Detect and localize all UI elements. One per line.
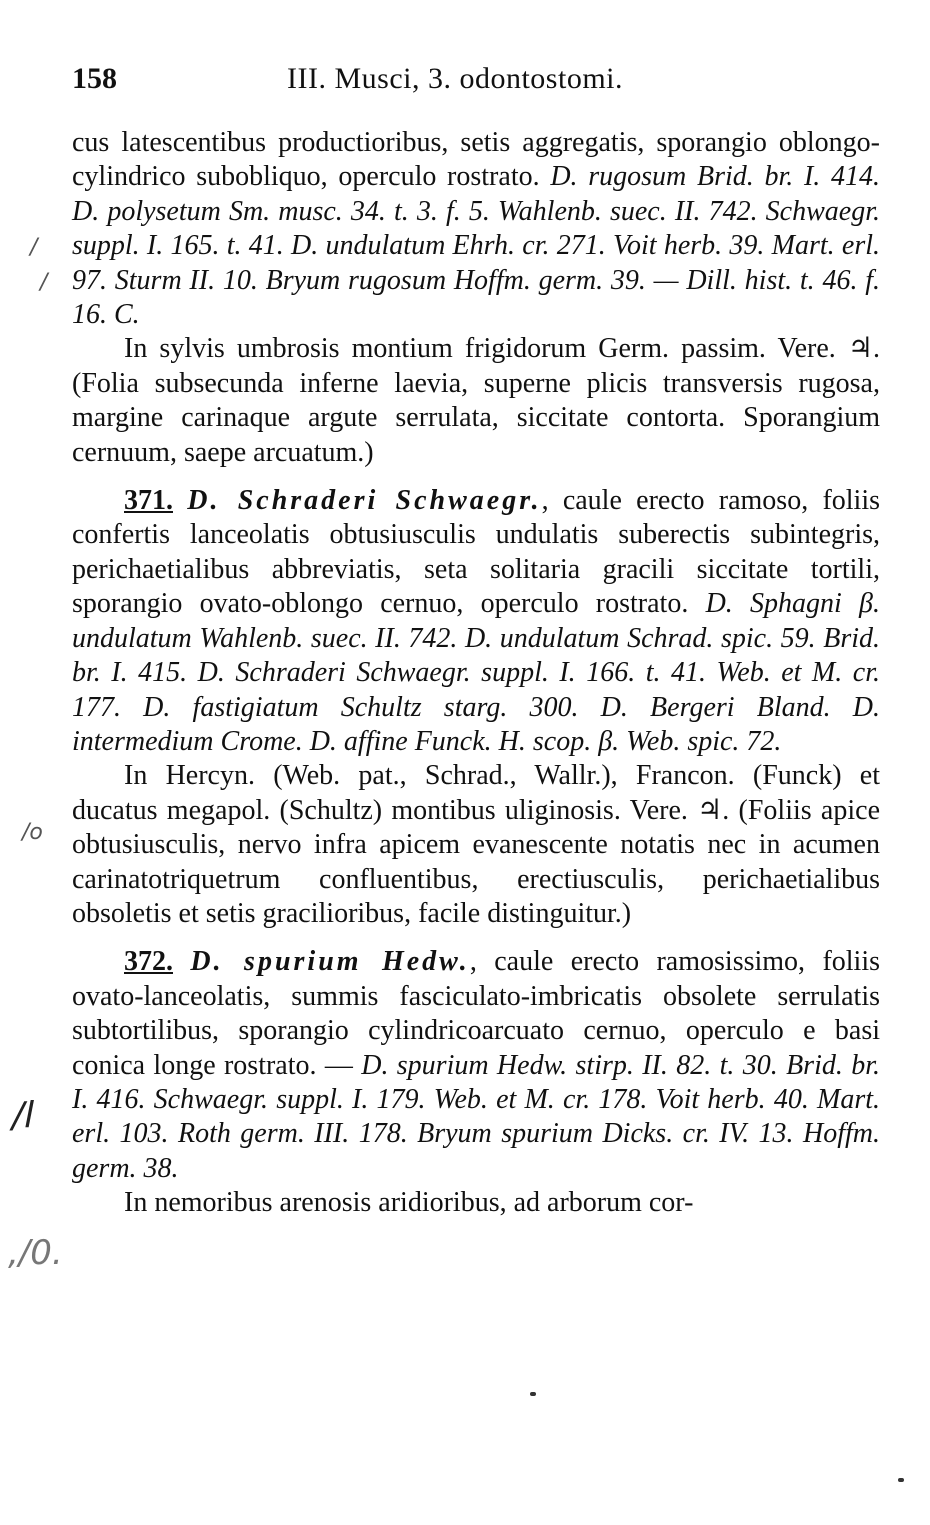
paragraph-habitat	[72, 1186, 880, 1220]
species-description: , caule erecto ramosissimo, foliis ovato-lanceolatis, summis fasciculato-imbricatis obsolete serrulatis subtortilibus, sporangio cylindricoarcuato cernuo, operculo e basi conica longe rostrato. —	[72, 946, 881, 1081]
body-text	[72, 126, 880, 1221]
description-text: cus latescentibus productioribus, setis aggregatis, sporangio oblongo-cylindrico subobliquo, operculo rostrato.	[72, 127, 880, 193]
running-head: III. Musci, 3. odontostomi.	[287, 62, 623, 95]
paragraph-continuation	[72, 126, 880, 332]
species-description: , caule erecto ramoso, foliis confertis lanceolatis obtusiusculis undulatis suberectis subintegris, perichaetialibus abbreviatis, seta solitaria gracili siccitate tortili, sporangio ovato-oblongo cernuo, operculo rostrato.	[72, 485, 881, 620]
paragraph-habitat	[72, 759, 880, 931]
species-name: D. spurium Hedw.	[190, 946, 470, 978]
references: D. spurium Hedw. stirp. II. 82. t. 30. Brid. br. I. 416. Schwaegr. suppl. I. 179. Web. et M. cr. 178. Voit herb. 40. Mart. erl. 103. Roth germ. III. 178. Bryum spurium Dicks. cr. IV. 13. Hoffm. germ. 38.	[72, 1049, 880, 1184]
species-name: D. Schraderi Schwaegr.	[187, 485, 542, 517]
margin-note: /	[30, 235, 38, 260]
habitat-text: In nemoribus arenosis aridioribus, ad arborum cor-	[124, 1187, 694, 1219]
species-entry-371	[72, 484, 880, 759]
ink-speck	[898, 1478, 904, 1482]
margin-note: ,/0.	[8, 1233, 63, 1273]
references: D. Sphagni β. undulatum Wahlenb. suec. II. 742. D. undulatum Schrad. spic. 59. Brid. br. I. 415. D. Schraderi Schwaegr. suppl. I. 166. t. 41. Web. et M. cr. 177. D. fastigiatum Schultz starg. 300. D. Bergeri Bland. D. intermedium Crome. D. affine Funck. H. scop. β. Web. spic. 72.	[72, 588, 880, 757]
ink-speck	[530, 1392, 536, 1396]
page-header	[72, 62, 892, 102]
paragraph-habitat	[72, 332, 880, 470]
margin-note: /l	[12, 1095, 35, 1136]
page-number: 158	[72, 62, 117, 95]
references: D. rugosum Brid. br. I. 414. D. polysetum Sm. musc. 34. t. 3. f. 5. Wahlenb. suec. II. 742. Schwaegr. suppl. I. 165. t. 41. D. undulatum Ehrh. cr. 271. Voit herb. 39. Mart. erl. 97. Sturm II. 10. Bryum rugosum Hoffm. germ. 39. — Dill. hist. t. 46. f. 16. C.	[72, 161, 880, 331]
habitat-text: In Hercyn. (Web. pat., Schrad., Wallr.), Francon. (Funck) et ducatus megapol. (Schultz) montibus uliginosis. Vere. ♃. (Foliis apice obtusiusculis, nervo infra apicem evanescente notatis nec in acumen carinatotriquetrum confluentibus, erectiusculis, perichaetialibus obsoletis et setis gracilioribus, facile distinguitur.)	[72, 760, 880, 929]
margin-note: /	[40, 270, 48, 295]
species-number: 372.	[124, 946, 173, 978]
species-entry-372	[72, 945, 880, 1186]
species-number: 371.	[124, 485, 173, 517]
margin-note: /o	[22, 820, 43, 845]
habitat-text: In sylvis umbrosis montium frigidorum Germ. passim. Vere. ♃. (Folia subsecunda inferne laevia, superne plicis transversis rugosa, margine carinaque argute serrulata, siccitate contorta. Sporangium cernuum, saepe arcuatum.)	[72, 333, 880, 468]
